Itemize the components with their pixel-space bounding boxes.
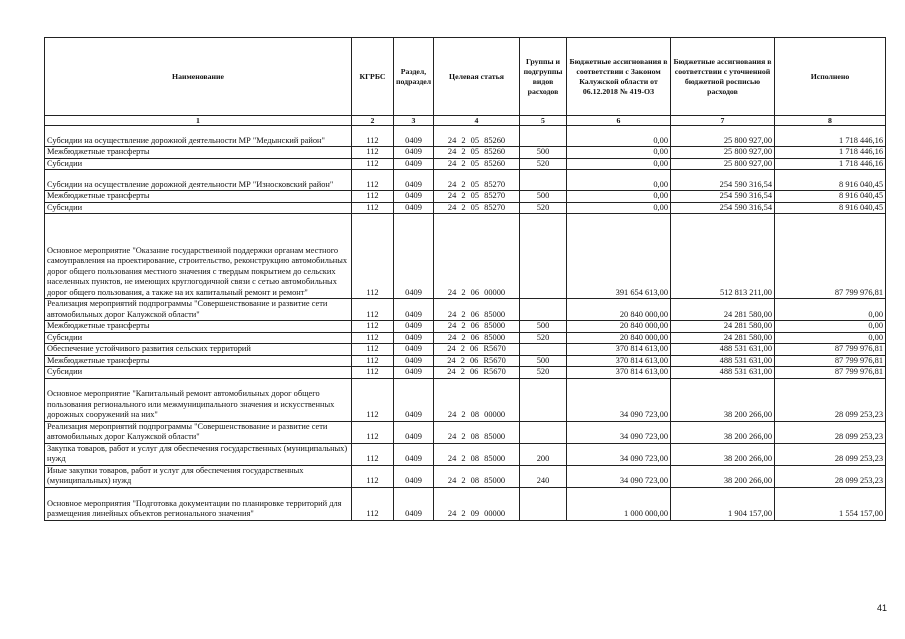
row-target-article-cell: 24 2 09 00000 (434, 487, 520, 520)
row-target-article-cell: 24 2 08 00000 (434, 378, 520, 421)
row-section-cell: 0409 (394, 332, 434, 344)
row-law-allocation-cell: 0,00 (567, 202, 671, 214)
row-kgrbs-cell: 112 (352, 170, 394, 191)
row-executed-cell: 28 099 253,23 (775, 443, 886, 465)
table-row (45, 321, 886, 333)
row-kgrbs-cell: 112 (352, 378, 394, 421)
row-target-article-cell: 24 2 05 85270 (434, 170, 520, 191)
row-name-cell: Субсидии (45, 202, 352, 214)
row-executed-cell: 87 799 976,81 (775, 214, 886, 299)
row-target-article-cell: 24 2 06 R5670 (434, 367, 520, 379)
table-row (45, 147, 886, 159)
table-row (45, 487, 886, 520)
row-expense-group-cell: 200 (520, 443, 567, 465)
table-row (45, 158, 886, 170)
row-section-cell: 0409 (394, 344, 434, 356)
row-name-cell: Межбюджетные трансферты (45, 321, 352, 333)
row-kgrbs-cell: 112 (352, 344, 394, 356)
row-refined-allocation-cell: 488 531 631,00 (671, 344, 775, 356)
row-law-allocation-cell: 370 814 613,00 (567, 355, 671, 367)
row-section-cell: 0409 (394, 126, 434, 147)
row-kgrbs-cell: 112 (352, 299, 394, 321)
row-section-cell: 0409 (394, 443, 434, 465)
row-expense-group-cell (520, 214, 567, 299)
row-refined-allocation-cell: 24 281 580,00 (671, 321, 775, 333)
table-row (45, 378, 886, 421)
row-section-cell: 0409 (394, 487, 434, 520)
row-expense-group-cell (520, 378, 567, 421)
table-row (45, 202, 886, 214)
row-kgrbs-cell: 112 (352, 355, 394, 367)
row-target-article-cell: 24 2 05 85260 (434, 126, 520, 147)
row-law-allocation-cell: 34 090 723,00 (567, 421, 671, 443)
row-expense-group-cell (520, 170, 567, 191)
row-section-cell: 0409 (394, 367, 434, 379)
row-name-cell: Межбюджетные трансферты (45, 191, 352, 203)
row-expense-group-cell: 520 (520, 202, 567, 214)
row-law-allocation-cell: 0,00 (567, 170, 671, 191)
column-number: 2 (352, 116, 394, 126)
row-name-cell: Субсидии (45, 367, 352, 379)
row-kgrbs-cell: 112 (352, 443, 394, 465)
row-name-cell: Закупка товаров, работ и услуг для обеспечения государственных (муниципальных) нужд (45, 443, 352, 465)
row-section-cell: 0409 (394, 214, 434, 299)
column-number: 7 (671, 116, 775, 126)
row-kgrbs-cell: 112 (352, 202, 394, 214)
header-expense-group: Группы и подгруппы видов расходов (520, 38, 567, 116)
table-row (45, 421, 886, 443)
row-expense-group-cell: 500 (520, 321, 567, 333)
row-kgrbs-cell: 112 (352, 321, 394, 333)
row-target-article-cell: 24 2 08 85000 (434, 465, 520, 487)
row-expense-group-cell: 520 (520, 332, 567, 344)
row-kgrbs-cell: 112 (352, 332, 394, 344)
row-target-article-cell: 24 2 05 85260 (434, 158, 520, 170)
budget-table-sheet (44, 37, 885, 521)
row-expense-group-cell (520, 421, 567, 443)
row-refined-allocation-cell: 24 281 580,00 (671, 299, 775, 321)
header-law-allocations: Бюджетные ассигнования в соответствии с Законом Калужской области от 06.12.2018 № 419-ОЗ (567, 38, 671, 116)
row-target-article-cell: 24 2 05 85270 (434, 202, 520, 214)
row-section-cell: 0409 (394, 158, 434, 170)
row-law-allocation-cell: 20 840 000,00 (567, 332, 671, 344)
row-name-cell: Основное мероприятия "Подготовка документации по планировке территорий для размещения линейных объектов регионального значения" (45, 487, 352, 520)
row-kgrbs-cell: 112 (352, 191, 394, 203)
row-expense-group-cell: 240 (520, 465, 567, 487)
row-expense-group-cell: 500 (520, 147, 567, 159)
row-name-cell: Межбюджетные трансферты (45, 355, 352, 367)
row-name-cell: Реализация мероприятий подпрограммы "Совершенствование и развитие сети автомобильных дорог Калужской области" (45, 299, 352, 321)
row-name-cell: Обеспечение устойчивого развития сельских территорий (45, 344, 352, 356)
row-refined-allocation-cell: 254 590 316,54 (671, 202, 775, 214)
row-law-allocation-cell: 0,00 (567, 126, 671, 147)
row-name-cell: Субсидии на осуществление дорожной деятельности МР "Износковский район" (45, 170, 352, 191)
row-refined-allocation-cell: 25 800 927,00 (671, 158, 775, 170)
row-refined-allocation-cell: 38 200 266,00 (671, 443, 775, 465)
row-expense-group-cell: 500 (520, 355, 567, 367)
table-row (45, 299, 886, 321)
row-refined-allocation-cell: 512 813 211,00 (671, 214, 775, 299)
row-name-cell: Основное мероприятие "Оказание государственной поддержки органам местного самоуправления на проектирование, строительство, реконструкцию автомобильных дорог общего пользования местного значения с твердым покрытием до сельских населенных пунктов, не имеющих круглогодичной связи с сетью автомобильных дорог общего пользования, а также на их капитальный ремонт и ремонт" (45, 214, 352, 299)
row-target-article-cell: 24 2 06 85000 (434, 321, 520, 333)
row-executed-cell: 87 799 976,81 (775, 355, 886, 367)
row-kgrbs-cell: 112 (352, 126, 394, 147)
row-kgrbs-cell: 112 (352, 158, 394, 170)
column-number-row (45, 116, 886, 126)
row-kgrbs-cell: 112 (352, 487, 394, 520)
row-name-cell: Межбюджетные трансферты (45, 147, 352, 159)
row-executed-cell: 28 099 253,23 (775, 421, 886, 443)
row-refined-allocation-cell: 1 904 157,00 (671, 487, 775, 520)
row-section-cell: 0409 (394, 299, 434, 321)
row-target-article-cell: 24 2 08 85000 (434, 443, 520, 465)
header-executed: Исполнено (775, 38, 886, 116)
column-number: 5 (520, 116, 567, 126)
row-law-allocation-cell: 0,00 (567, 147, 671, 159)
header-name: Наименование (45, 38, 352, 116)
row-law-allocation-cell: 370 814 613,00 (567, 367, 671, 379)
row-executed-cell: 1 718 446,16 (775, 126, 886, 147)
row-target-article-cell: 24 2 08 85000 (434, 421, 520, 443)
row-kgrbs-cell: 112 (352, 421, 394, 443)
row-executed-cell: 87 799 976,81 (775, 344, 886, 356)
row-name-cell: Реализация мероприятий подпрограммы "Совершенствование и развитие сети автомобильных дорог Калужской области" (45, 421, 352, 443)
table-row (45, 126, 886, 147)
row-refined-allocation-cell: 25 800 927,00 (671, 147, 775, 159)
table-row (45, 214, 886, 299)
row-target-article-cell: 24 2 06 R5670 (434, 344, 520, 356)
row-executed-cell: 0,00 (775, 332, 886, 344)
row-target-article-cell: 24 2 05 85270 (434, 191, 520, 203)
row-refined-allocation-cell: 38 200 266,00 (671, 465, 775, 487)
header-target-article: Целевая статья (434, 38, 520, 116)
row-target-article-cell: 24 2 06 85000 (434, 299, 520, 321)
row-law-allocation-cell: 34 090 723,00 (567, 378, 671, 421)
row-refined-allocation-cell: 24 281 580,00 (671, 332, 775, 344)
row-executed-cell: 8 916 040,45 (775, 170, 886, 191)
column-number: 3 (394, 116, 434, 126)
row-refined-allocation-cell: 488 531 631,00 (671, 367, 775, 379)
row-target-article-cell: 24 2 06 85000 (434, 332, 520, 344)
row-name-cell: Иные закупки товаров, работ и услуг для обеспечения государственных (муниципальных) нужд (45, 465, 352, 487)
row-section-cell: 0409 (394, 191, 434, 203)
row-refined-allocation-cell: 254 590 316,54 (671, 170, 775, 191)
row-expense-group-cell (520, 344, 567, 356)
row-name-cell: Субсидии на осуществление дорожной деятельности МР "Медынский район" (45, 126, 352, 147)
row-executed-cell: 8 916 040,45 (775, 202, 886, 214)
column-number: 4 (434, 116, 520, 126)
row-section-cell: 0409 (394, 202, 434, 214)
row-law-allocation-cell: 0,00 (567, 191, 671, 203)
row-executed-cell: 0,00 (775, 299, 886, 321)
row-law-allocation-cell: 20 840 000,00 (567, 299, 671, 321)
header-section: Раздел, подраздел (394, 38, 434, 116)
row-expense-group-cell (520, 126, 567, 147)
row-section-cell: 0409 (394, 421, 434, 443)
table-row (45, 443, 886, 465)
table-row (45, 191, 886, 203)
row-law-allocation-cell: 34 090 723,00 (567, 443, 671, 465)
row-refined-allocation-cell: 254 590 316,54 (671, 191, 775, 203)
table-row (45, 170, 886, 191)
table-row (45, 332, 886, 344)
row-kgrbs-cell: 112 (352, 214, 394, 299)
column-number: 6 (567, 116, 671, 126)
row-section-cell: 0409 (394, 321, 434, 333)
row-refined-allocation-cell: 38 200 266,00 (671, 378, 775, 421)
row-executed-cell: 8 916 040,45 (775, 191, 886, 203)
table-body (45, 126, 886, 521)
row-executed-cell: 1 718 446,16 (775, 147, 886, 159)
row-executed-cell: 28 099 253,23 (775, 378, 886, 421)
table-row (45, 355, 886, 367)
row-kgrbs-cell: 112 (352, 367, 394, 379)
row-section-cell: 0409 (394, 170, 434, 191)
row-expense-group-cell: 520 (520, 158, 567, 170)
row-executed-cell: 87 799 976,81 (775, 367, 886, 379)
row-section-cell: 0409 (394, 147, 434, 159)
header-kgrbs: КГРБС (352, 38, 394, 116)
row-section-cell: 0409 (394, 355, 434, 367)
row-expense-group-cell (520, 487, 567, 520)
row-executed-cell: 1 554 157,00 (775, 487, 886, 520)
page-number: 41 (877, 603, 888, 613)
row-target-article-cell: 24 2 05 85260 (434, 147, 520, 159)
row-law-allocation-cell: 391 654 613,00 (567, 214, 671, 299)
budget-execution-table (44, 37, 886, 521)
row-kgrbs-cell: 112 (352, 147, 394, 159)
row-law-allocation-cell: 0,00 (567, 158, 671, 170)
row-executed-cell: 28 099 253,23 (775, 465, 886, 487)
row-refined-allocation-cell: 488 531 631,00 (671, 355, 775, 367)
row-name-cell: Основное мероприятие "Капитальный ремонт автомобильных дорог общего пользования регионального или межмуниципального значения и искусственных дорожных сооружений на них" (45, 378, 352, 421)
table-row (45, 344, 886, 356)
row-expense-group-cell: 520 (520, 367, 567, 379)
row-name-cell: Субсидии (45, 332, 352, 344)
row-target-article-cell: 24 2 06 R5670 (434, 355, 520, 367)
row-executed-cell: 0,00 (775, 321, 886, 333)
row-kgrbs-cell: 112 (352, 465, 394, 487)
row-expense-group-cell (520, 299, 567, 321)
row-refined-allocation-cell: 25 800 927,00 (671, 126, 775, 147)
row-law-allocation-cell: 370 814 613,00 (567, 344, 671, 356)
row-name-cell: Субсидии (45, 158, 352, 170)
column-number: 1 (45, 116, 352, 126)
column-number: 8 (775, 116, 886, 126)
row-law-allocation-cell: 20 840 000,00 (567, 321, 671, 333)
table-header-row (45, 38, 886, 116)
table-row (45, 465, 886, 487)
row-expense-group-cell: 500 (520, 191, 567, 203)
row-section-cell: 0409 (394, 378, 434, 421)
row-target-article-cell: 24 2 06 00000 (434, 214, 520, 299)
row-section-cell: 0409 (394, 465, 434, 487)
header-refined-allocations: Бюджетные ассигнования в соответствии с уточненной бюджетной росписью расходов (671, 38, 775, 116)
row-law-allocation-cell: 1 000 000,00 (567, 487, 671, 520)
row-refined-allocation-cell: 38 200 266,00 (671, 421, 775, 443)
table-row (45, 367, 886, 379)
row-law-allocation-cell: 34 090 723,00 (567, 465, 671, 487)
row-executed-cell: 1 718 446,16 (775, 158, 886, 170)
